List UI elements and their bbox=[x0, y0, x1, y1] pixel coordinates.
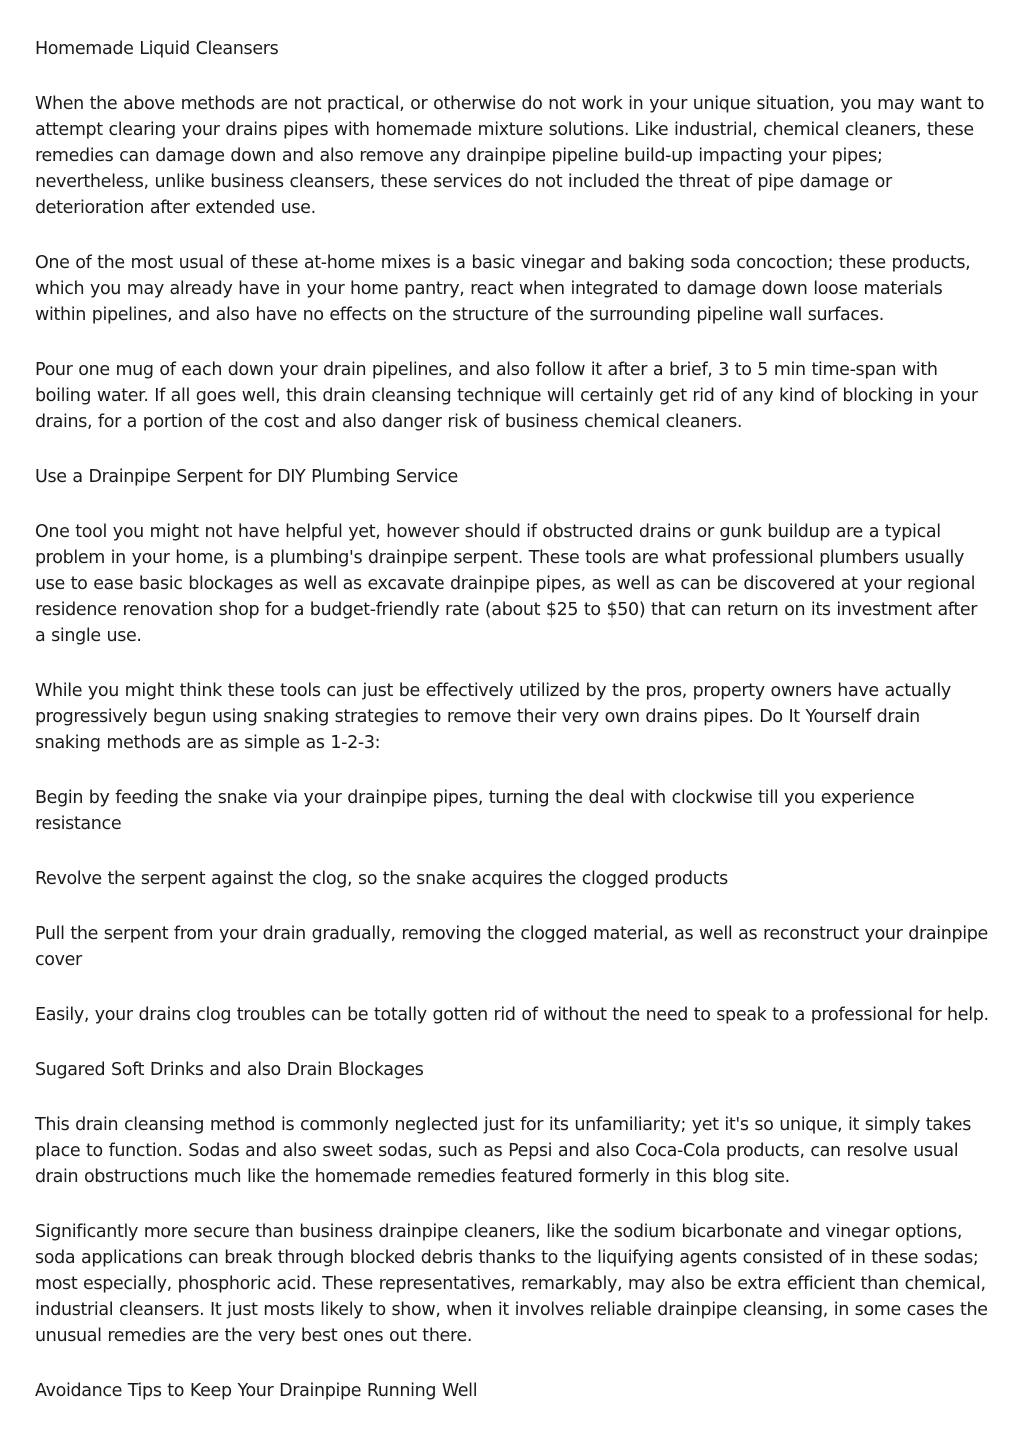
paragraph-homemade-mixtures: When the above methods are not practical, or otherwise do not work in your unique situation, you may want to attempt clearing your drains pipes with homemade mixture solutions. Like industrial, chemical cleaners, these remedies can damage down and also remove any drainpipe pipeline build-up impacting your pipes; nevertheless, unlike business cleansers, these services do not included the threat of pipe damage or deterioration after extended use. bbox=[35, 94, 985, 218]
paragraph-plumbing-serpent-tool: One tool you might not have helpful yet, however should if obstructed drains or gunk buildup are a typical problem in your home, is a plumbing's drainpipe serpent. These tools are what professional plumbers usually use to ease basic blockages as well as excavate drainpipe pipes, as well as can be discovered at your regional residence renovation shop for a budget-friendly rate (about $25 to $50) that can return on its investment after a single use. bbox=[35, 522, 978, 646]
paragraph-clog-troubles: Easily, your drains clog troubles can be totally gotten rid of without the need to speak to a professional for help. bbox=[35, 1005, 989, 1025]
paragraph-phosphoric-acid: Significantly more secure than business drainpipe cleaners, like the sodium bicarbonate and vinegar options, soda applications can break through blocked debris thanks to the liquifying agents consisted of in these sodas; most especially, phosphoric acid. These representatives, remarkably, may also be extra efficient than chemical, industrial cleansers. It just mosts likely to show, when it involves reliable drainpipe cleansing, in some cases the unusual remedies are the very best ones out there. bbox=[35, 1222, 988, 1346]
heading-avoidance-tips: Avoidance Tips to Keep Your Drainpipe Running Well bbox=[35, 1381, 478, 1401]
heading-homemade-liquid-cleansers: Homemade Liquid Cleansers bbox=[35, 39, 279, 59]
paragraph-snaking-strategies: While you might think these tools can just be effectively utilized by the pros, property owners have actually progressively begun using snaking strategies to remove their very own drains pipes. Do It Yourself drain snaking methods are as simple as 1-2-3: bbox=[35, 681, 951, 753]
paragraph-vinegar-baking-soda: One of the most usual of these at-home mixes is a basic vinegar and baking soda concoction; these products, which you may already have in your home pantry, react when integrated to damage down loose materials within pipelines, and also have no effects on the structure of the surrounding pipeline wall surfaces. bbox=[35, 253, 971, 325]
step-feed-snake: Begin by feeding the snake via your drainpipe pipes, turning the deal with clockwise till you experience resistance bbox=[35, 788, 915, 834]
step-revolve-serpent: Revolve the serpent against the clog, so the snake acquires the clogged products bbox=[35, 869, 728, 889]
heading-drainpipe-serpent: Use a Drainpipe Serpent for DIY Plumbing Service bbox=[35, 467, 458, 487]
paragraph-soda-method: This drain cleansing method is commonly neglected just for its unfamiliarity; yet it's so unique, it simply takes place to function. Sodas and also sweet sodas, such as Pepsi and also Coca-Cola products, can resolve usual drain obstructions much like the homemade remedies featured formerly in this blog site. bbox=[35, 1115, 971, 1187]
paragraph-pour-one-mug: Pour one mug of each down your drain pipelines, and also follow it after a brief, 3 to 5 min time-span with boiling water. If all goes well, this drain cleansing technique will certainly get rid of any kind of blocking in your drains, for a portion of the cost and also danger risk of business chemical cleaners. bbox=[35, 360, 978, 432]
step-pull-serpent: Pull the serpent from your drain gradually, removing the clogged material, as well as reconstruct your drainpipe cover bbox=[35, 924, 988, 970]
document-body bbox=[35, 36, 990, 1433]
heading-sugared-soft-drinks: Sugared Soft Drinks and also Drain Blockages bbox=[35, 1060, 424, 1080]
